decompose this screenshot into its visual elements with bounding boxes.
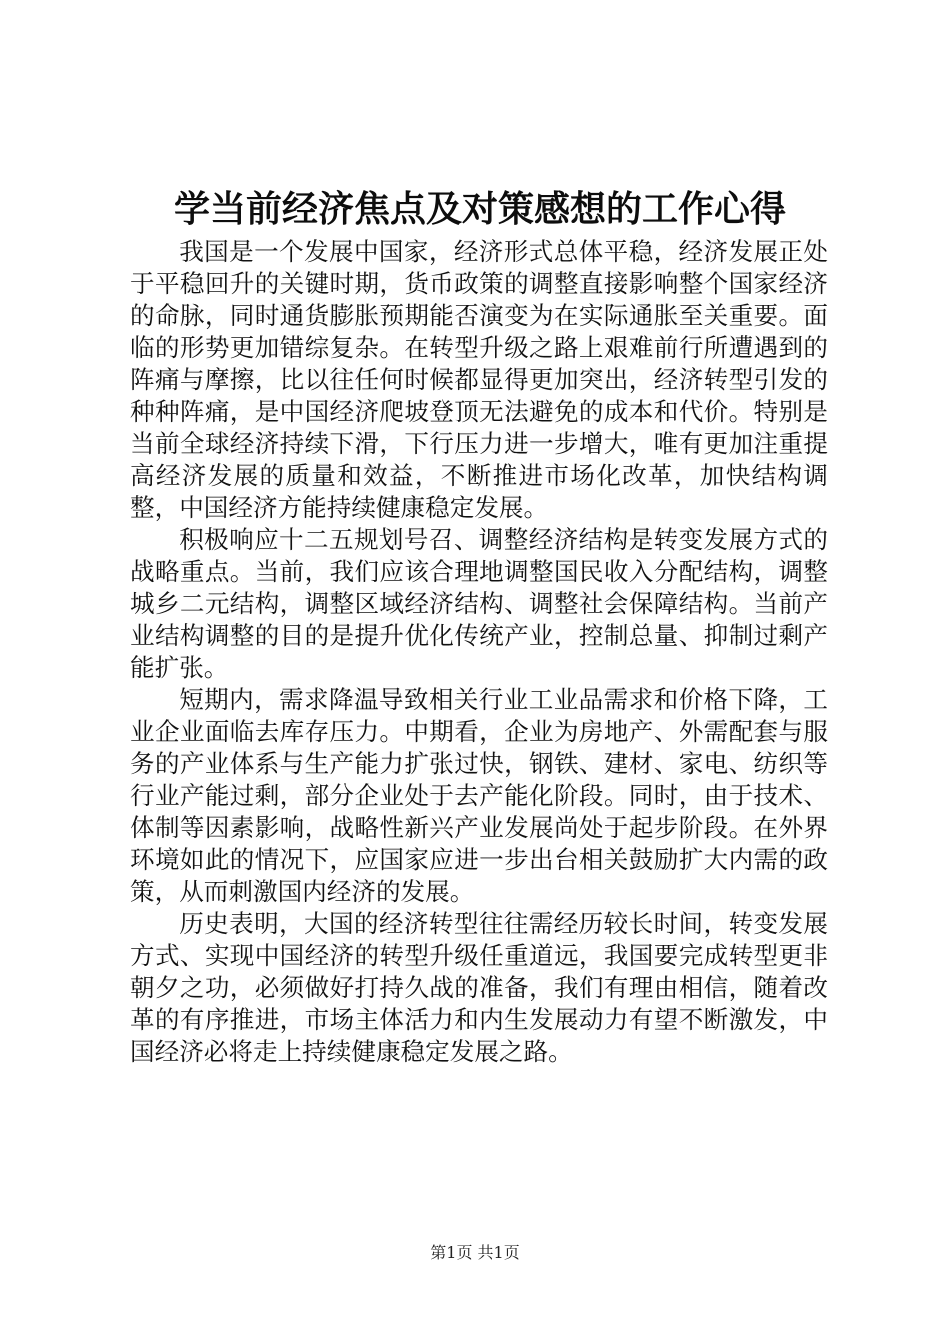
body-paragraph: 短期内，需求降温导致相关行业工业品需求和价格下降，工业企业面临去库存压力。中期看，企业为房地产、外需配套与服务的产业体系与生产能力扩张过快，钢铁、建材、家电、纺织等行业产能过剩，部分企业处于去产能化阶段。同时，由于技术、体制等因素影响，战略性新兴产业发展尚处于起步阶段。在外界环境如此的情况下，应国家应进一步出台相关鼓励扩大内需的政策，从而刺激国内经济的发展。 [130,685,828,906]
document-title: 学当前经济焦点及对策感想的工作心得 [173,188,786,230]
body-paragraph: 历史表明，大国的经济转型往往需经历较长时间，转变发展方式、实现中国经济的转型升级任重道远，我国要完成转型更非朝夕之功，必须做好打持久战的准备，我们有理由相信，随着改革的有序推进，市场主体活力和内生发展动力有望不断激发，中国经济必将走上持续健康稳定发展之路。 [130,909,828,1066]
body-paragraph: 我国是一个发展中国家，经济形式总体平稳，经济发展正处于平稳回升的关键时期，货币政策的调整直接影响整个国家经济的命脉，同时通货膨胀预期能否演变为在实际通胀至关重要。面临的形势更加错综复杂。在转型升级之路上艰难前行所遭遇到的阵痛与摩擦，比以往任何时候都显得更加突出，经济转型引发的种种阵痛，是中国经济爬坡登顶无法避免的成本和代价。特别是当前全球经济持续下滑，下行压力进一步增大，唯有更加注重提高经济发展的质量和效益，不断推进市场化改革，加快结构调整，中国经济方能持续健康稳定发展。 [130,237,828,522]
document-body [130,236,828,1068]
page-footer: 第1页 共1页 [430,1243,520,1262]
body-paragraph: 积极响应十二五规划号召、调整经济结构是转变发展方式的战略重点。当前，我们应该合理地调整国民收入分配结构，调整城乡二元结构，调整区域经济结构、调整社会保障结构。当前产业结构调整的目的是提升优化传统产业，控制总量、抑制过剩产能扩张。 [130,525,828,682]
